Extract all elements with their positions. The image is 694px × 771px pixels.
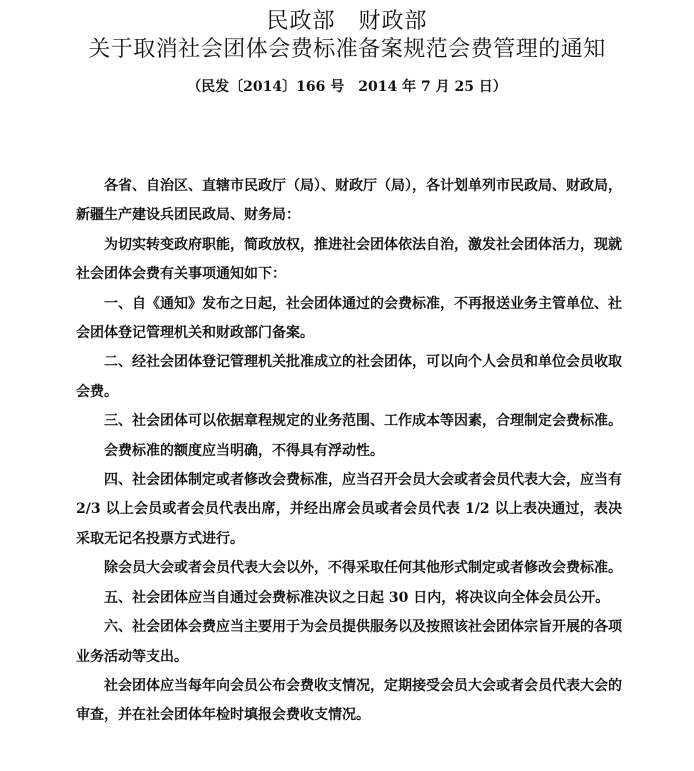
item-3-note-paragraph: 会费标准的额度应当明确，不得具有浮动性。 (104, 442, 384, 459)
item-6-note-paragraph: 社会团体应当每年向会员公布会费收支情况，定期接受会员大会或者会员代表大会的审查，并在社会团体年检时填报会费收支情况。 (76, 677, 622, 724)
item-6-paragraph: 六、社会团体会费应当主要用于为会员提供服务以及按照该社会团体宗旨开展的各项业务活动等支出。 (76, 619, 622, 665)
salutation-paragraph: 各省、自治区、直辖市民政厅（局）、财政厅（局），各计划单列市民政局、财政局，新疆生产建设兵团民政局、财务局： (76, 178, 622, 224)
item-2-paragraph: 二、经社会团体登记管理机关批准成立的社会团体，可以向个人会员和单位会员收取会费。 (76, 354, 622, 400)
item-4-note-paragraph: 除会员大会或者会员代表大会以外，不得采取任何其他形式制定或者修改会费标准。 (104, 560, 622, 577)
item-4-paragraph: 四、社会团体制定或者修改会费标准，应当召开会员大会或者会员代表大会，应当有 2/3 以上会员或者会员代表出席，并经出席会员或者会员代表 1/2 以上表决通过，表决采取无记名投票方式进行。 (76, 472, 622, 547)
item-5-paragraph: 五、社会团体应当自通过会费标准决议之日起 30 日内，将决议向全体会员公开。 (104, 589, 610, 606)
item-3-paragraph: 三、社会团体可以依据章程规定的业务范围、工作成本等因素，合理制定会费标准。 (104, 413, 622, 430)
issuing-authorities: 民政部 财政部 (266, 9, 428, 34)
intro-paragraph: 为切实转变政府职能，简政放权，推进社会团体依法自治，激发社会团体活力，现就社会团体会费有关事项通知如下： (76, 236, 622, 283)
document-number: （民发〔2014〕166 号 2014 年 7 月 25 日） (187, 79, 507, 95)
document-title: 关于取消社会团体会费标准备案规范会费管理的通知 (88, 37, 606, 62)
item-1-paragraph: 一、自《通知》发布之日起，社会团体通过的会费标准，不再报送业务主管单位、社会团体登记管理机关和财政部门备案。 (76, 295, 622, 342)
document-body (76, 172, 622, 731)
